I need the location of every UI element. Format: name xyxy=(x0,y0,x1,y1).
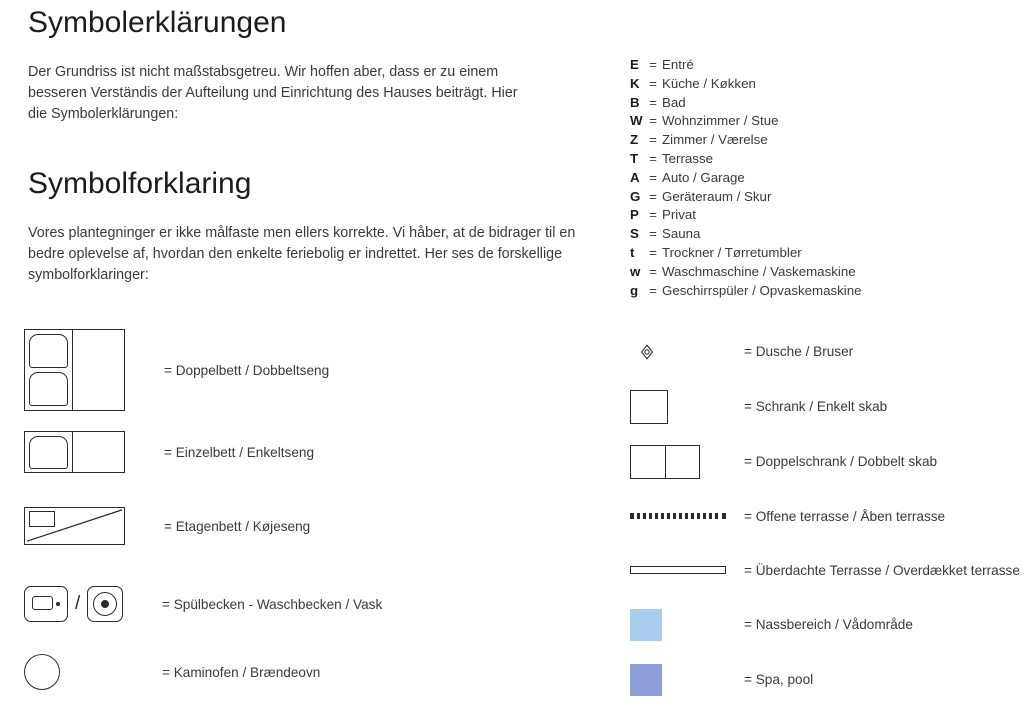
abbreviation-row xyxy=(630,188,1020,207)
legend-item-wet-area xyxy=(630,597,1024,652)
abbr-key: G xyxy=(630,188,641,204)
covered-terrace-icon xyxy=(630,566,748,574)
abbr-equals: = xyxy=(649,57,657,72)
abbreviation-list xyxy=(630,56,1020,300)
abbr-key: S xyxy=(630,226,639,242)
left-column xyxy=(28,0,608,286)
abbr-key: P xyxy=(630,207,639,223)
abbr-key: B xyxy=(630,94,640,110)
page-title-de: Symbolerklärungen xyxy=(28,6,287,39)
legend-item-sink xyxy=(24,564,604,644)
legend-label: = Offene terrasse / Åben terrasse xyxy=(744,508,946,524)
legend-item-covered-terrace xyxy=(630,543,1024,597)
wood-stove-icon xyxy=(24,654,136,690)
legend-label: = Spa, pool xyxy=(744,672,814,687)
shower-icon xyxy=(630,343,748,361)
sink-icon xyxy=(24,586,136,622)
legend-item-single-cabinet xyxy=(630,379,1024,434)
abbr-key: Z xyxy=(630,132,639,148)
bunk-bed-icon xyxy=(24,507,136,545)
abbreviation-row xyxy=(630,150,1020,169)
abbreviation-row xyxy=(630,131,1020,150)
page-title-dk: Symbolforklaring xyxy=(28,167,252,200)
abbr-key: K xyxy=(630,75,640,91)
legend-item-open-terrace xyxy=(630,489,1024,543)
right-symbol-list xyxy=(630,324,1024,707)
abbr-key: T xyxy=(630,150,639,166)
abbreviation-row xyxy=(630,206,1020,225)
intro-paragraph-dk: Vores plantegninger er ikke målfaste men ellers korrekte. Vi håber, at de bidrager til en bedre oplevelse af, hvordan den enkelte feriebolig er indrettet. Her ses de forskellige symbolforklaringer: xyxy=(28,225,576,283)
abbr-key: A xyxy=(630,169,640,185)
legend-label: = Überdachte Terrasse / Overdækket terrasse xyxy=(744,562,1020,578)
abbreviation-row xyxy=(630,75,1020,94)
left-symbol-list xyxy=(24,324,604,700)
legend-item-bunk-bed xyxy=(24,488,604,564)
legend-label: = Kaminofen / Brændeovn xyxy=(162,664,321,680)
abbr-key: w xyxy=(630,263,641,279)
single-bed-icon xyxy=(24,431,136,473)
abbr-key: W xyxy=(630,113,643,129)
abbr-value: Bad xyxy=(662,94,686,110)
abbr-equals: = xyxy=(649,113,657,129)
legend-label: = Dusche / Bruser xyxy=(744,344,854,359)
double-cabinet-icon xyxy=(630,445,748,479)
abbreviation-row xyxy=(630,225,1020,244)
legend-item-wood-stove xyxy=(24,644,604,700)
abbr-value: Zimmer / Værelse xyxy=(662,132,768,148)
legend-item-single-bed xyxy=(24,416,604,488)
abbr-equals: = xyxy=(649,188,657,204)
legend-label: = Nassbereich / Vådområde xyxy=(744,617,913,632)
abbr-value: Privat xyxy=(662,207,696,223)
abbr-equals: = xyxy=(649,226,657,242)
abbreviation-row xyxy=(630,56,1020,75)
spa-pool-swatch-icon xyxy=(630,664,748,696)
abbr-equals: = xyxy=(649,75,657,91)
abbr-equals: = xyxy=(649,132,657,148)
abbreviation-row xyxy=(630,169,1020,188)
abbr-equals: = xyxy=(649,282,657,298)
abbreviation-row xyxy=(630,112,1020,131)
abbreviation-row xyxy=(630,244,1020,263)
wet-area-swatch-icon xyxy=(630,609,748,641)
bunk-diagonal-line xyxy=(25,508,124,544)
legend-label: = Etagenbett / Køjeseng xyxy=(164,518,311,534)
abbr-value: Geschirrspüler / Opvaskemaskine xyxy=(662,282,862,298)
shower-glyph xyxy=(638,343,656,361)
abbr-value: Auto / Garage xyxy=(662,169,745,185)
abbr-equals: = xyxy=(649,94,657,110)
abbreviation-row xyxy=(630,282,1020,301)
abbr-value: Geräteraum / Skur xyxy=(662,188,772,204)
sink-separator: / xyxy=(75,593,81,614)
abbr-value: Entré xyxy=(662,57,694,72)
abbr-equals: = xyxy=(649,244,657,260)
single-cabinet-icon xyxy=(630,390,748,424)
legend-label: = Schrank / Enkelt skab xyxy=(744,399,888,414)
legend-label: = Doppelbett / Dobbeltseng xyxy=(164,362,330,378)
legend-item-double-bed xyxy=(24,324,604,416)
sink-rect-icon xyxy=(24,586,68,622)
intro-paragraph-de: Der Grundriss ist nicht maßstabsgetreu. Wir hoffen aber, dass er zu einem besseren Verständis der Aufteilung und Einrichtung des Hauses beiträgt. Hier die Symbolerklärungen: xyxy=(28,64,518,122)
abbr-equals: = xyxy=(649,169,657,185)
abbreviation-row xyxy=(630,94,1020,113)
legend-item-shower xyxy=(630,324,1024,379)
abbr-equals: = xyxy=(649,263,657,279)
abbr-key: E xyxy=(630,57,639,72)
abbreviation-row xyxy=(630,263,1020,282)
abbr-key: t xyxy=(630,244,635,260)
abbr-key: g xyxy=(630,282,639,298)
abbr-value: Wohnzimmer / Stue xyxy=(662,113,779,129)
abbr-value: Waschmaschine / Vaskemaskine xyxy=(662,263,856,279)
legend-item-double-cabinet xyxy=(630,434,1024,489)
washbasin-round-icon xyxy=(87,586,123,622)
legend-label: = Spülbecken - Waschbecken / Vask xyxy=(162,596,383,612)
open-terrace-icon xyxy=(630,513,748,519)
abbr-value: Terrasse xyxy=(662,150,713,166)
double-bed-icon xyxy=(24,329,136,411)
abbr-value: Küche / Køkken xyxy=(662,75,756,91)
abbr-value: Sauna xyxy=(662,226,701,242)
abbr-equals: = xyxy=(649,207,657,223)
legend-label: = Doppelschrank / Dobbelt skab xyxy=(744,454,938,469)
legend-item-spa-pool xyxy=(630,652,1024,707)
abbr-value: Trockner / Tørretumbler xyxy=(662,244,802,260)
legend-label: = Einzelbett / Enkeltseng xyxy=(164,444,315,460)
abbr-equals: = xyxy=(649,150,657,166)
